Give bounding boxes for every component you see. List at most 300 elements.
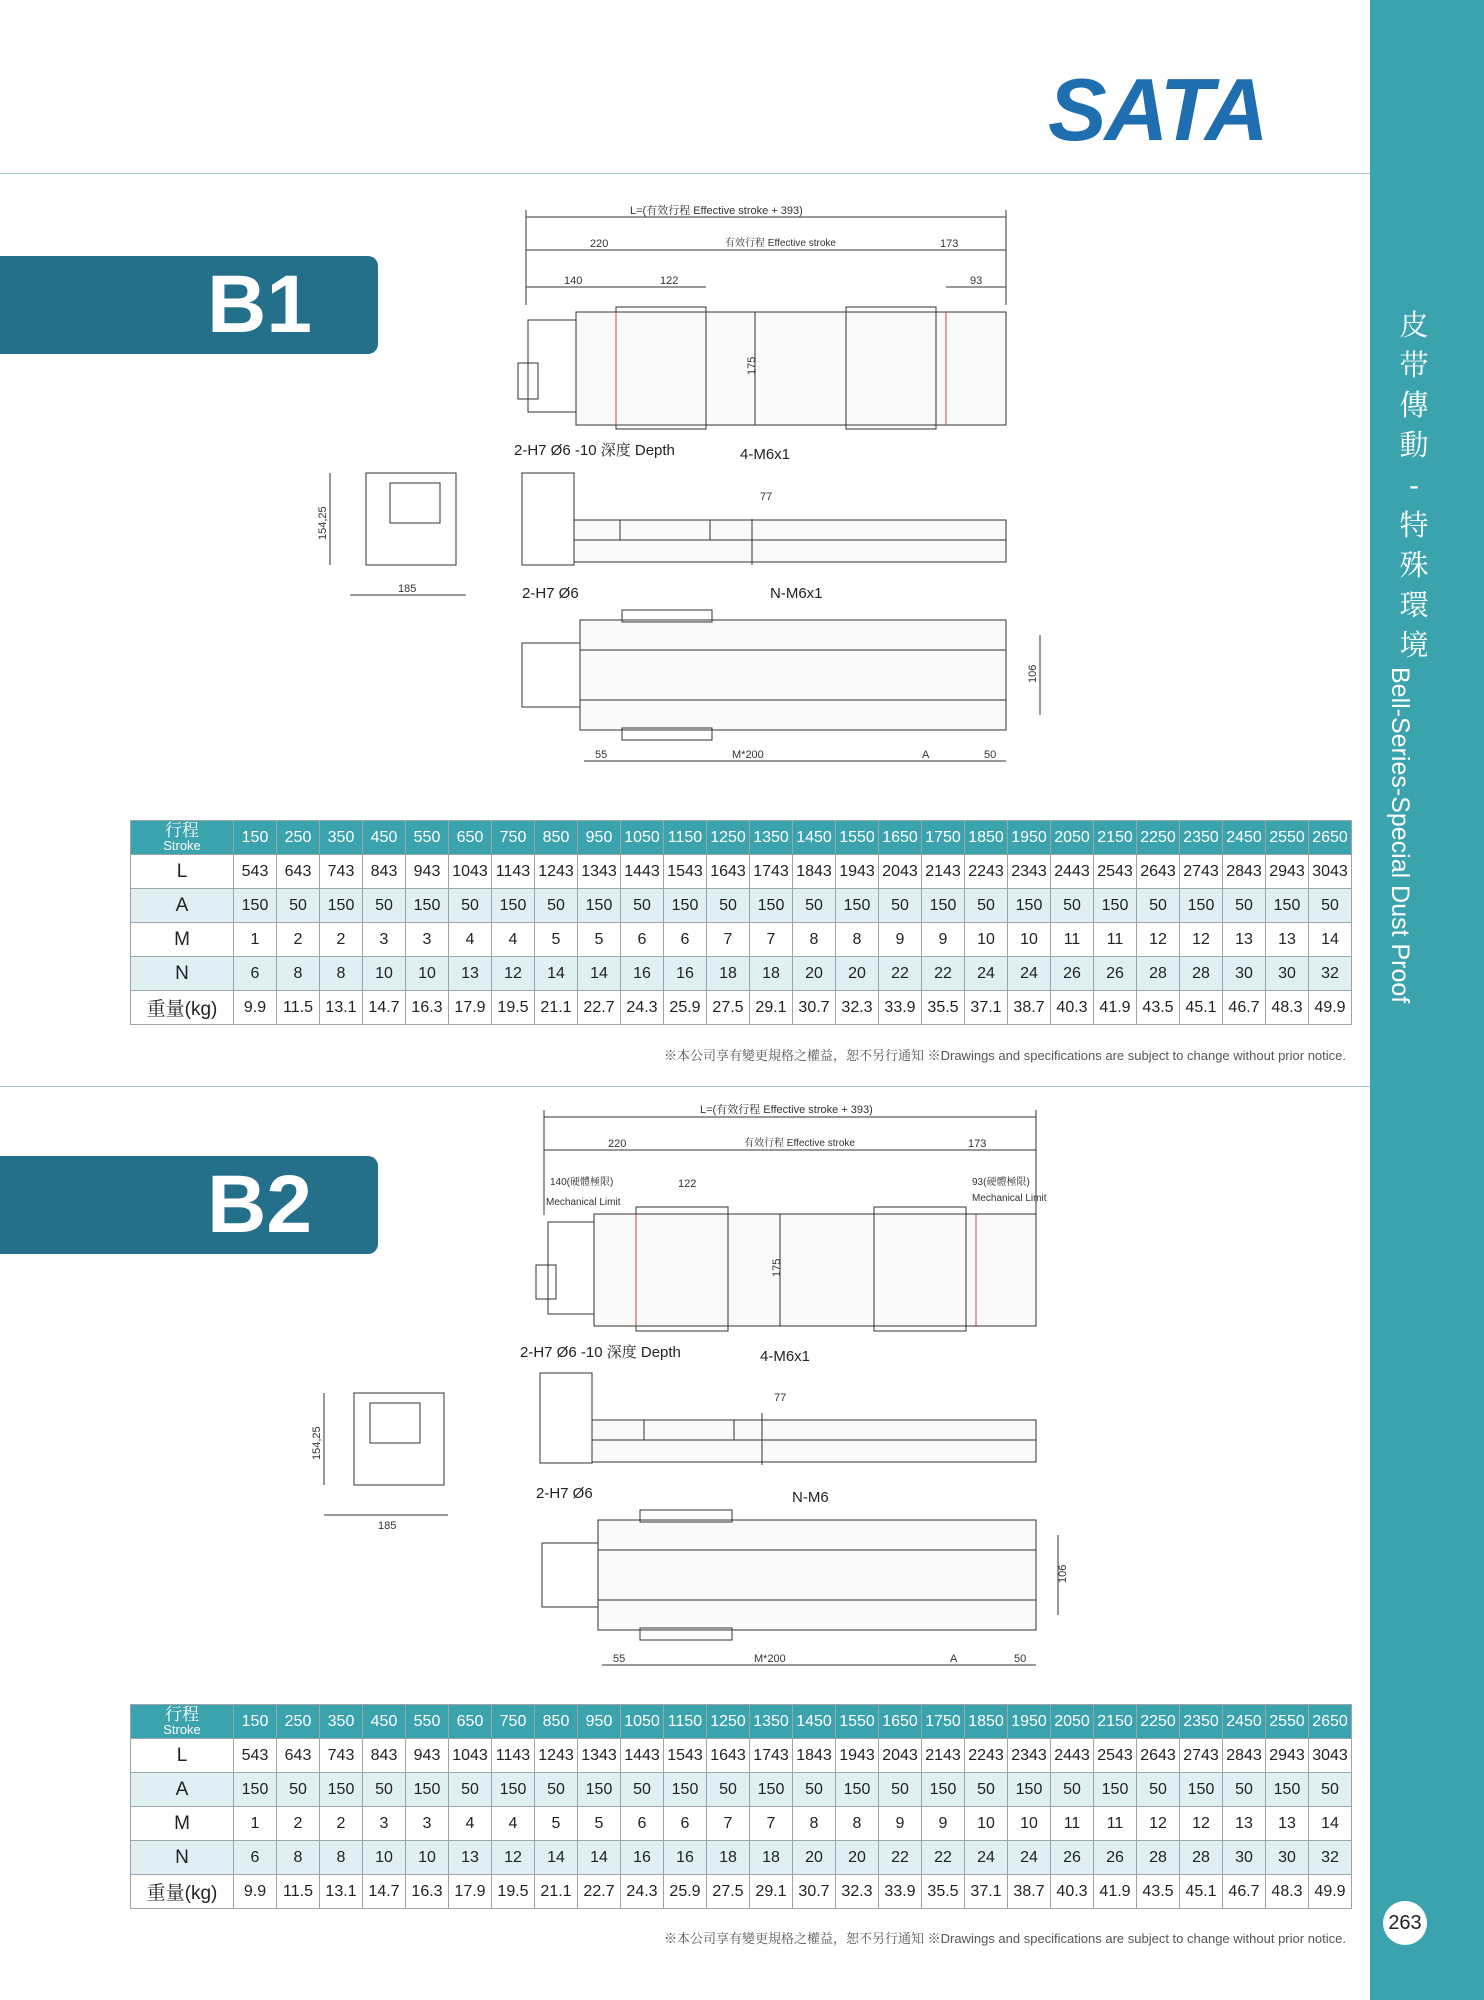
table-cell: 943 xyxy=(406,1739,449,1773)
row-label: 重量(kg) xyxy=(131,991,234,1025)
table-cell: 29.1 xyxy=(750,991,793,1025)
table-cell: 50 xyxy=(277,889,320,923)
table-cell: 13 xyxy=(449,957,492,991)
table-cell: 41.9 xyxy=(1094,991,1137,1025)
table-cell: 50 xyxy=(965,1773,1008,1807)
table-cell: 150 xyxy=(320,1773,363,1807)
table-cell: 20 xyxy=(793,957,836,991)
table-cell: 50 xyxy=(707,1773,750,1807)
dim-175: 175 xyxy=(771,1258,783,1277)
table-cell: 10 xyxy=(1008,1807,1051,1841)
table-cell: 9 xyxy=(879,923,922,957)
stroke-cell: 1950 xyxy=(1008,821,1051,855)
table-cell: 3043 xyxy=(1309,855,1352,889)
stroke-cell: 1550 xyxy=(836,821,879,855)
table-cell: 25.9 xyxy=(664,991,707,1025)
stroke-cell: 550 xyxy=(406,821,449,855)
table-cell: 46.7 xyxy=(1223,1875,1266,1909)
callout-m6: 4-M6x1 xyxy=(740,446,791,463)
table-cell: 11.5 xyxy=(277,991,320,1025)
table-cell: 10 xyxy=(965,923,1008,957)
stroke-cell: 550 xyxy=(406,1705,449,1739)
callout-nm6: N-M6 xyxy=(792,1489,829,1506)
stroke-cell: 750 xyxy=(492,821,535,855)
stroke-cell: 2350 xyxy=(1180,821,1223,855)
spec-table-b1 xyxy=(130,820,1352,1025)
table-cell: 26 xyxy=(1094,957,1137,991)
table-cell: 13 xyxy=(1223,923,1266,957)
table-cell: 743 xyxy=(320,855,363,889)
table-cell: 48.3 xyxy=(1266,991,1309,1025)
table-cell: 1043 xyxy=(449,1739,492,1773)
table-cell: 50 xyxy=(793,1773,836,1807)
table-cell: 50 xyxy=(1051,1773,1094,1807)
page-number: 263 xyxy=(1383,1901,1427,1945)
table-cell: 11 xyxy=(1051,1807,1094,1841)
stroke-cell: 2650 xyxy=(1309,821,1352,855)
table-cell: 24 xyxy=(965,1841,1008,1875)
table-cell: 21.1 xyxy=(535,1875,578,1909)
stroke-cell: 1850 xyxy=(965,1705,1008,1739)
stroke-cell: 2450 xyxy=(1223,1705,1266,1739)
table-cell: 26 xyxy=(1094,1841,1137,1875)
table-cell: 8 xyxy=(277,1841,320,1875)
table-cell: 1443 xyxy=(621,1739,664,1773)
table-cell: 32 xyxy=(1309,1841,1352,1875)
table-cell: 1943 xyxy=(836,1739,879,1773)
sidebar-cn-char: 環 xyxy=(1399,588,1429,622)
table-cell: 2843 xyxy=(1223,1739,1266,1773)
table-cell: 11 xyxy=(1094,923,1137,957)
table-cell: 1943 xyxy=(836,855,879,889)
table-cell: 50 xyxy=(449,1773,492,1807)
table-cell: 12 xyxy=(492,957,535,991)
disclaimer-note-b2: ※本公司享有變更規格之權益，恕不另行通知 ※Drawings and specifications are subject to change without prior notice. xyxy=(664,1931,1346,1946)
table-cell: 150 xyxy=(234,889,277,923)
table-cell: 13 xyxy=(1266,1807,1309,1841)
table-cell: 150 xyxy=(1266,889,1309,923)
stroke-cell: 1050 xyxy=(621,821,664,855)
table-cell: 2943 xyxy=(1266,1739,1309,1773)
table-cell: 21.1 xyxy=(535,991,578,1025)
callout-holes: 2-H7 Ø6 -10 深度 Depth xyxy=(520,1344,681,1361)
table-cell: 1 xyxy=(234,923,277,957)
stroke-cell: 2250 xyxy=(1137,821,1180,855)
stroke-cell: 950 xyxy=(578,1705,621,1739)
dim-stroke: 有效行程 Effective stroke xyxy=(725,238,836,249)
table-cell: 30 xyxy=(1266,1841,1309,1875)
table-cell: 33.9 xyxy=(879,1875,922,1909)
table-cell: 1843 xyxy=(793,1739,836,1773)
table-cell: 28 xyxy=(1180,957,1223,991)
table-cell: 49.9 xyxy=(1309,1875,1352,1909)
dim-220: 220 xyxy=(590,238,609,250)
stroke-cell: 2550 xyxy=(1266,821,1309,855)
stroke-cell: 850 xyxy=(535,821,578,855)
table-cell: 1143 xyxy=(492,1739,535,1773)
table-cell: 12 xyxy=(1180,1807,1223,1841)
table-cell: 13 xyxy=(1223,1807,1266,1841)
stroke-cell: 1550 xyxy=(836,1705,879,1739)
row-label: A xyxy=(131,1773,234,1807)
table-cell: 50 xyxy=(535,889,578,923)
table-cell: 40.3 xyxy=(1051,991,1094,1025)
table-cell: 14 xyxy=(1309,923,1352,957)
dim-175: 175 xyxy=(746,356,758,375)
spec-table-b2 xyxy=(130,1704,1352,1909)
table-cell: 50 xyxy=(621,889,664,923)
table-cell: 30 xyxy=(1223,1841,1266,1875)
table-cell: 2943 xyxy=(1266,855,1309,889)
table-cell: 1843 xyxy=(793,855,836,889)
stroke-cell: 1750 xyxy=(922,821,965,855)
table-cell: 16 xyxy=(621,1841,664,1875)
table-cell: 49.9 xyxy=(1309,991,1352,1025)
dim-a: A xyxy=(922,749,930,761)
table-cell: 50 xyxy=(1309,1773,1352,1807)
table-cell: 2843 xyxy=(1223,855,1266,889)
table-cell: 2543 xyxy=(1094,1739,1137,1773)
table-cell: 5 xyxy=(578,923,621,957)
table-cell: 8 xyxy=(320,1841,363,1875)
drawing-b1 xyxy=(300,195,1080,775)
table-cell: 10 xyxy=(363,957,406,991)
table-cell: 13 xyxy=(449,1841,492,1875)
table-cell: 10 xyxy=(406,957,449,991)
stroke-cell: 650 xyxy=(449,1705,492,1739)
table-cell: 543 xyxy=(234,855,277,889)
table-cell: 2143 xyxy=(922,1739,965,1773)
table-cell: 2243 xyxy=(965,1739,1008,1773)
table-cell: 150 xyxy=(664,1773,707,1807)
table-cell: 2243 xyxy=(965,855,1008,889)
table-cell: 24 xyxy=(965,957,1008,991)
table-cell: 5 xyxy=(535,923,578,957)
table-cell: 3 xyxy=(406,923,449,957)
mech-limit-right: Mechanical Limit xyxy=(972,1193,1047,1204)
table-row xyxy=(131,1807,1352,1841)
table-cell: 11 xyxy=(1094,1807,1137,1841)
dim-106: 106 xyxy=(1057,1564,1069,1583)
stroke-cell: 2650 xyxy=(1309,1705,1352,1739)
table-cell: 150 xyxy=(406,889,449,923)
table-cell: 150 xyxy=(1180,889,1223,923)
row-label: N xyxy=(131,1841,234,1875)
table-cell: 1643 xyxy=(707,1739,750,1773)
dim-106: 106 xyxy=(1027,664,1039,683)
table-cell: 1543 xyxy=(664,1739,707,1773)
row-label: N xyxy=(131,957,234,991)
table-cell: 19.5 xyxy=(492,1875,535,1909)
table-cell: 3 xyxy=(363,1807,406,1841)
table-cell: 10 xyxy=(965,1807,1008,1841)
table-cell: 16 xyxy=(664,957,707,991)
table-cell: 6 xyxy=(664,1807,707,1841)
stroke-cell: 1650 xyxy=(879,821,922,855)
table-cell: 4 xyxy=(492,1807,535,1841)
table-cell: 643 xyxy=(277,1739,320,1773)
stroke-cell: 850 xyxy=(535,1705,578,1739)
table-cell: 150 xyxy=(1008,889,1051,923)
row-label: M xyxy=(131,923,234,957)
table-cell: 1043 xyxy=(449,855,492,889)
table-row xyxy=(131,889,1352,923)
table-cell: 150 xyxy=(836,889,879,923)
dim-50: 50 xyxy=(984,749,997,761)
table-cell: 38.7 xyxy=(1008,1875,1051,1909)
table-cell: 50 xyxy=(449,889,492,923)
stroke-cell: 2550 xyxy=(1266,1705,1309,1739)
table-cell: 35.5 xyxy=(922,991,965,1025)
table-body-b1 xyxy=(131,855,1352,1025)
table-cell: 643 xyxy=(277,855,320,889)
table-cell: 3043 xyxy=(1309,1739,1352,1773)
table-cell: 12 xyxy=(1137,1807,1180,1841)
table-cell: 1443 xyxy=(621,855,664,889)
stroke-cell: 2350 xyxy=(1180,1705,1223,1739)
table-cell: 2743 xyxy=(1180,855,1223,889)
table-cell: 6 xyxy=(621,923,664,957)
table-cell: 43.5 xyxy=(1137,1875,1180,1909)
drawing-b2 xyxy=(300,1095,1080,1685)
table-cell: 48.3 xyxy=(1266,1875,1309,1909)
table-cell: 18 xyxy=(707,957,750,991)
dim-a: A xyxy=(950,1653,958,1665)
stroke-cell: 250 xyxy=(277,1705,320,1739)
table-cell: 2643 xyxy=(1137,855,1180,889)
table-cell: 10 xyxy=(1008,923,1051,957)
sidebar-cn-char: 傳 xyxy=(1399,388,1429,422)
stroke-cell: 1450 xyxy=(793,1705,836,1739)
row-label: L xyxy=(131,1739,234,1773)
stroke-cell: 2450 xyxy=(1223,821,1266,855)
table-cell: 150 xyxy=(922,889,965,923)
row-label: 重量(kg) xyxy=(131,1875,234,1909)
table-cell: 30 xyxy=(1266,957,1309,991)
table-cell: 18 xyxy=(750,957,793,991)
table-cell: 45.1 xyxy=(1180,1875,1223,1909)
table-cell: 1343 xyxy=(578,1739,621,1773)
table-cell: 8 xyxy=(277,957,320,991)
row-label: A xyxy=(131,889,234,923)
table-cell: 50 xyxy=(1051,889,1094,923)
table-cell: 1243 xyxy=(535,1739,578,1773)
table-cell: 7 xyxy=(750,923,793,957)
table-cell: 7 xyxy=(707,1807,750,1841)
stroke-cell: 1350 xyxy=(750,821,793,855)
table-cell: 27.5 xyxy=(707,1875,750,1909)
model-tag-b1: B1 xyxy=(0,256,378,354)
table-cell: 22.7 xyxy=(578,991,621,1025)
dim-total-length: L=(有效行程 Effective stroke + 393) xyxy=(630,205,803,217)
dim-173: 173 xyxy=(940,238,959,250)
table-cell: 50 xyxy=(363,889,406,923)
table-cell: 30 xyxy=(1223,957,1266,991)
table-cell: 8 xyxy=(836,1807,879,1841)
stroke-cell: 450 xyxy=(363,1705,406,1739)
table-cell: 543 xyxy=(234,1739,277,1773)
table-cell: 6 xyxy=(234,1841,277,1875)
stroke-cell: 1150 xyxy=(664,821,707,855)
table-cell: 50 xyxy=(621,1773,664,1807)
table-cell: 50 xyxy=(1137,1773,1180,1807)
dim-width: 185 xyxy=(378,1520,397,1532)
table-cell: 50 xyxy=(1223,889,1266,923)
table-cell: 50 xyxy=(879,1773,922,1807)
table-row xyxy=(131,1739,1352,1773)
table-cell: 20 xyxy=(836,1841,879,1875)
table-cell: 22 xyxy=(879,1841,922,1875)
table-cell: 150 xyxy=(234,1773,277,1807)
table-cell: 9 xyxy=(922,1807,965,1841)
table-cell: 150 xyxy=(750,889,793,923)
table-cell: 30.7 xyxy=(793,991,836,1025)
table-cell: 50 xyxy=(879,889,922,923)
table-cell: 2443 xyxy=(1051,855,1094,889)
table-cell: 6 xyxy=(621,1807,664,1841)
table-cell: 2343 xyxy=(1008,1739,1051,1773)
stroke-cell: 1450 xyxy=(793,821,836,855)
table-row xyxy=(131,1875,1352,1909)
stroke-cell: 1050 xyxy=(621,1705,664,1739)
stroke-cell: 2250 xyxy=(1137,1705,1180,1739)
table-cell: 150 xyxy=(922,1773,965,1807)
dim-m200: M*200 xyxy=(754,1653,786,1665)
table-cell: 150 xyxy=(836,1773,879,1807)
table-cell: 22 xyxy=(922,957,965,991)
callout-bottom-hole: 2-H7 Ø6 xyxy=(536,1485,593,1502)
sidebar-cn-char: 皮 xyxy=(1399,308,1429,342)
table-cell: 743 xyxy=(320,1739,363,1773)
table-cell: 38.7 xyxy=(1008,991,1051,1025)
table-cell: 25.9 xyxy=(664,1875,707,1909)
sidebar-cn-char: 境 xyxy=(1399,628,1429,662)
table-cell: 150 xyxy=(492,889,535,923)
table-row xyxy=(131,991,1352,1025)
table-cell: 2343 xyxy=(1008,855,1051,889)
stroke-header: 行程 Stroke xyxy=(131,821,234,855)
table-cell: 10 xyxy=(406,1841,449,1875)
table-cell: 2143 xyxy=(922,855,965,889)
table-cell: 8 xyxy=(320,957,363,991)
table-cell: 50 xyxy=(277,1773,320,1807)
table-cell: 26 xyxy=(1051,1841,1094,1875)
dim-140: 140(硬體極限) xyxy=(550,1177,614,1188)
dim-50: 50 xyxy=(1014,1653,1027,1665)
callout-nm6: N-M6x1 xyxy=(770,585,823,602)
table-header-row xyxy=(131,1705,1352,1739)
table-cell: 150 xyxy=(750,1773,793,1807)
table-cell: 150 xyxy=(578,889,621,923)
stroke-cell: 2150 xyxy=(1094,1705,1137,1739)
stroke-cell: 1750 xyxy=(922,1705,965,1739)
sidebar-cn-char: - xyxy=(1409,468,1419,502)
table-cell: 5 xyxy=(578,1807,621,1841)
table-cell: 2743 xyxy=(1180,1739,1223,1773)
section-divider xyxy=(0,1086,1370,1087)
table-cell: 37.1 xyxy=(965,1875,1008,1909)
table-cell: 32 xyxy=(1309,957,1352,991)
table-cell: 150 xyxy=(578,1773,621,1807)
table-cell: 6 xyxy=(664,923,707,957)
table-cell: 17.9 xyxy=(449,1875,492,1909)
stroke-cell: 1850 xyxy=(965,821,1008,855)
table-cell: 150 xyxy=(1180,1773,1223,1807)
stroke-cell: 1250 xyxy=(707,821,750,855)
table-cell: 13 xyxy=(1266,923,1309,957)
table-cell: 22 xyxy=(922,1841,965,1875)
table-cell: 40.3 xyxy=(1051,1875,1094,1909)
table-cell: 50 xyxy=(535,1773,578,1807)
sidebar-en-title: Bell-Series-Special Dust Proof xyxy=(1386,667,1414,1004)
table-cell: 18 xyxy=(707,1841,750,1875)
table-cell: 14 xyxy=(578,1841,621,1875)
dim-stroke: 有效行程 Effective stroke xyxy=(744,1138,855,1149)
table-cell: 4 xyxy=(449,1807,492,1841)
table-cell: 150 xyxy=(492,1773,535,1807)
table-row xyxy=(131,923,1352,957)
table-cell: 20 xyxy=(836,957,879,991)
table-cell: 5 xyxy=(535,1807,578,1841)
callout-bottom-hole: 2-H7 Ø6 xyxy=(522,585,579,602)
table-cell: 1743 xyxy=(750,855,793,889)
dim-width: 185 xyxy=(398,583,417,595)
table-cell: 16 xyxy=(664,1841,707,1875)
table-cell: 12 xyxy=(492,1841,535,1875)
table-cell: 1143 xyxy=(492,855,535,889)
stroke-cell: 350 xyxy=(320,1705,363,1739)
dim-93: 93 xyxy=(970,275,983,287)
table-cell: 14.7 xyxy=(363,991,406,1025)
table-cell: 8 xyxy=(793,1807,836,1841)
table-cell: 50 xyxy=(965,889,1008,923)
table-cell: 150 xyxy=(1094,1773,1137,1807)
table-cell: 19.5 xyxy=(492,991,535,1025)
table-cell: 22.7 xyxy=(578,1875,621,1909)
table-cell: 37.1 xyxy=(965,991,1008,1025)
dim-77: 77 xyxy=(760,491,773,503)
table-cell: 9 xyxy=(879,1807,922,1841)
table-row xyxy=(131,1841,1352,1875)
table-cell: 14 xyxy=(1309,1807,1352,1841)
table-cell: 2043 xyxy=(879,1739,922,1773)
dim-55: 55 xyxy=(613,1653,626,1665)
table-cell: 2443 xyxy=(1051,1739,1094,1773)
sidebar-cn-char: 動 xyxy=(1399,428,1429,462)
callout-m6: 4-M6x1 xyxy=(760,1348,811,1365)
table-cell: 29.1 xyxy=(750,1875,793,1909)
table-cell: 4 xyxy=(449,923,492,957)
callout-holes: 2-H7 Ø6 -10 深度 Depth xyxy=(514,442,675,459)
table-cell: 24 xyxy=(1008,957,1051,991)
dim-220: 220 xyxy=(608,1138,627,1150)
stroke-cell: 650 xyxy=(449,821,492,855)
table-cell: 3 xyxy=(363,923,406,957)
table-cell: 943 xyxy=(406,855,449,889)
dim-93: 93(硬體極限) xyxy=(972,1177,1030,1188)
table-cell: 1543 xyxy=(664,855,707,889)
table-cell: 50 xyxy=(793,889,836,923)
table-cell: 4 xyxy=(492,923,535,957)
table-cell: 50 xyxy=(1137,889,1180,923)
table-cell: 6 xyxy=(234,957,277,991)
sidebar-cn-title xyxy=(1392,305,1436,665)
sidebar-cn-char: 带 xyxy=(1399,348,1429,382)
table-cell: 28 xyxy=(1180,1841,1223,1875)
table-cell: 7 xyxy=(750,1807,793,1841)
table-cell: 12 xyxy=(1137,923,1180,957)
table-cell: 3 xyxy=(406,1807,449,1841)
